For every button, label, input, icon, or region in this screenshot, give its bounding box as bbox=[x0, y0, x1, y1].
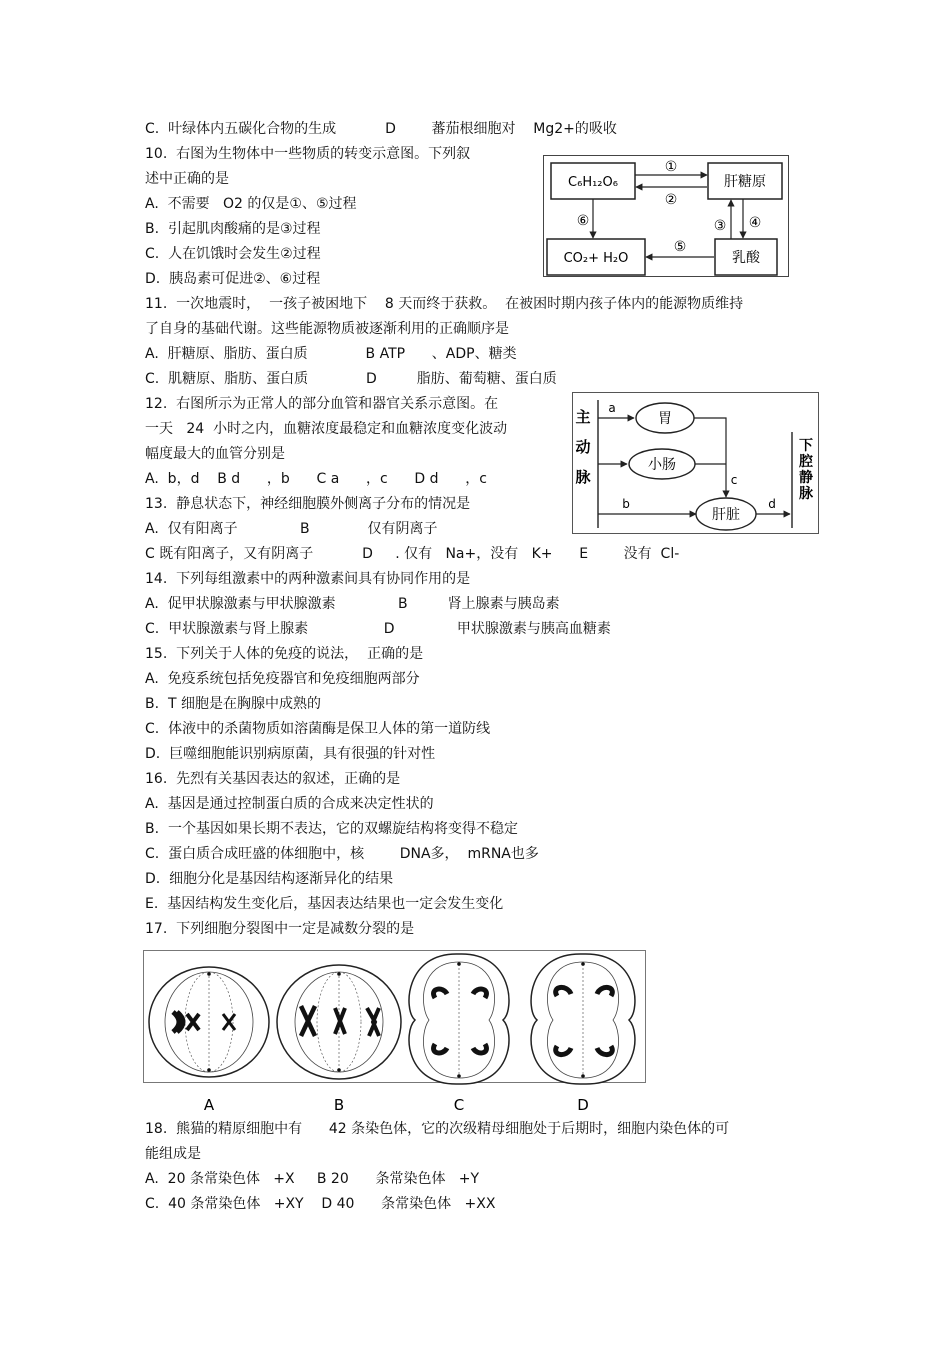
q12-stem-cont: 一天 24 小时之内，血糖浓度最稳定和血糖浓度变化波动 bbox=[145, 421, 508, 437]
label-n1: ① bbox=[664, 159, 678, 175]
q14-stem: 14. 下列每组激素中的两种激素间具有协同作用的是 bbox=[145, 571, 471, 587]
q10-option-a: A. 不需要 O2 的仅是①、⑤过程 bbox=[145, 196, 357, 212]
label-d: d bbox=[768, 497, 776, 511]
glycogen-label: 肝糖原 bbox=[724, 174, 766, 190]
q13-stem: 13. 静息状态下，神经细胞膜外侧离子分布的情况是 bbox=[145, 496, 471, 512]
q11-stem: 11. 一次地震时， 一孩子被困地下 8 天而终于获救。 在被困时期内孩子体内的能源物质维持 bbox=[145, 296, 744, 312]
cell-label-d: D bbox=[577, 1096, 589, 1114]
label-n5: ⑤ bbox=[673, 239, 687, 255]
q15-option-a: A. 免疫系统包括免疫器官和免疫细胞两部分 bbox=[145, 671, 420, 687]
portal-vessel-stomach bbox=[694, 418, 726, 497]
q10-option-b: B. 引起肌肉酸痛的是③过程 bbox=[145, 221, 321, 237]
co2-water-label: CO₂+ H₂O bbox=[563, 251, 629, 266]
q10-stem: 10. 右图为生物体中一些物质的转变示意图。下列叙 bbox=[145, 146, 471, 162]
label-n6: ⑥ bbox=[576, 213, 590, 229]
cell-label-c: C bbox=[453, 1096, 465, 1114]
label-b: b bbox=[622, 497, 630, 511]
q11-option-ab: A. 肝糖原、脂肪、蛋白质 B ATP 、ADP、糖类 bbox=[145, 346, 517, 362]
label-n4: ④ bbox=[748, 215, 762, 231]
q15-stem: 15. 下列关于人体的免疫的说法， 正确的是 bbox=[145, 646, 424, 662]
artery-char-2: 动 bbox=[575, 438, 591, 456]
q16-option-c: C. 蛋白质合成旺盛的体细胞中，核 DNA多， mRNA也多 bbox=[145, 846, 539, 862]
vein-char-1: 下 bbox=[799, 438, 813, 454]
q16-option-b: B. 一个基因如果长期不表达，它的双螺旋结构将变得不稳定 bbox=[145, 821, 518, 837]
q10-option-d: D. 胰岛素可促进②、⑥过程 bbox=[145, 271, 321, 287]
q12-stem-cont2: 幅度最大的血管分别是 bbox=[145, 446, 285, 462]
metabolism-diagram bbox=[543, 155, 789, 277]
q13-option-cde: C 既有阳离子，又有阴离子 D . 仅有 Na+，没有 K+ E 没有 Cl- bbox=[145, 546, 680, 562]
lactate-label: 乳酸 bbox=[732, 250, 760, 266]
q18-option-cd: C. 40 条常染色体 +XY D 40 条常染色体 +XX bbox=[145, 1196, 496, 1212]
q11-stem-cont: 了自身的基础代谢。这些能源物质被逐渐利用的正确顺序是 bbox=[145, 321, 509, 337]
q17-stem: 17. 下列细胞分裂图中一定是减数分裂的是 bbox=[145, 921, 415, 937]
q12-stem: 12. 右图所示为正常人的部分血管和器官关系示意图。在 bbox=[145, 396, 499, 412]
q18-option-ab: A. 20 条常染色体 +X B 20 条常染色体 +Y bbox=[145, 1171, 480, 1187]
label-n3: ③ bbox=[713, 218, 727, 234]
blood-vessel-diagram bbox=[572, 392, 820, 534]
q18-stem: 18. 熊猫的精原细胞中有 42 条染色体，它的次级精母细胞处于后期时，细胞内染色体的可 bbox=[145, 1121, 730, 1137]
q18-stem-cont: 能组成是 bbox=[145, 1146, 201, 1162]
q16-option-a: A. 基因是通过控制蛋白质的合成来决定性状的 bbox=[145, 796, 434, 812]
q16-option-e: E. 基因结构发生变化后，基因表达结果也一定会发生变化 bbox=[145, 896, 504, 912]
q14-option-ab: A. 促甲状腺激素与甲状腺激素 B 肾上腺素与胰岛素 bbox=[145, 596, 560, 612]
q12-options: A. b，d B d ，b C a ，c D d ，c bbox=[145, 471, 487, 487]
q10-option-c: C. 人在饥饿时会发生②过程 bbox=[145, 246, 321, 262]
vein-char-2: 腔 bbox=[799, 454, 813, 470]
cell-d bbox=[531, 954, 635, 1084]
label-n2: ② bbox=[664, 192, 678, 208]
q16-option-d: D. 细胞分化是基因结构逐渐异化的结果 bbox=[145, 871, 394, 887]
q10-stem-cont: 述中正确的是 bbox=[145, 171, 229, 187]
cell-division-figure bbox=[143, 950, 647, 1116]
artery-char-3: 脉 bbox=[575, 468, 591, 486]
q15-option-d: D. 巨噬细胞能识别病原菌，具有很强的针对性 bbox=[145, 746, 436, 762]
stomach-label: 胃 bbox=[658, 411, 672, 427]
label-a: a bbox=[608, 401, 616, 415]
cell-c bbox=[409, 954, 509, 1084]
cell-a bbox=[149, 967, 269, 1077]
q15-option-b: B. T 细胞是在胸腺中成熟的 bbox=[145, 696, 321, 712]
q9-option-cd: C. 叶绿体内五碳化合物的生成 D 蕃茄根细胞对 Mg2+的吸收 bbox=[145, 121, 617, 137]
glucose-label: C₆H₁₂O₆ bbox=[568, 175, 618, 190]
vein-char-3: 静 bbox=[799, 470, 813, 486]
q15-option-c: C. 体液中的杀菌物质如溶菌酶是保卫人体的第一道防线 bbox=[145, 721, 491, 737]
intestine-label: 小肠 bbox=[648, 457, 676, 473]
q13-option-ab: A. 仅有阳离子 B 仅有阴离子 bbox=[145, 521, 438, 537]
vein-char-4: 脉 bbox=[799, 486, 813, 502]
q14-option-cd: C. 甲状腺激素与肾上腺素 D 甲状腺激素与胰高血糖素 bbox=[145, 621, 611, 637]
q16-stem: 16. 先烈有关基因表达的叙述，正确的是 bbox=[145, 771, 401, 787]
label-c: c bbox=[730, 473, 738, 487]
liver-label: 肝脏 bbox=[712, 507, 740, 523]
cell-b bbox=[277, 965, 401, 1079]
cell-label-b: B bbox=[333, 1096, 345, 1114]
artery-char-1: 主 bbox=[575, 408, 591, 426]
cell-label-a: A bbox=[203, 1096, 215, 1114]
q11-option-cd: C. 肌糖原、脂肪、蛋白质 D 脂肪、葡萄糖、蛋白质 bbox=[145, 371, 557, 387]
